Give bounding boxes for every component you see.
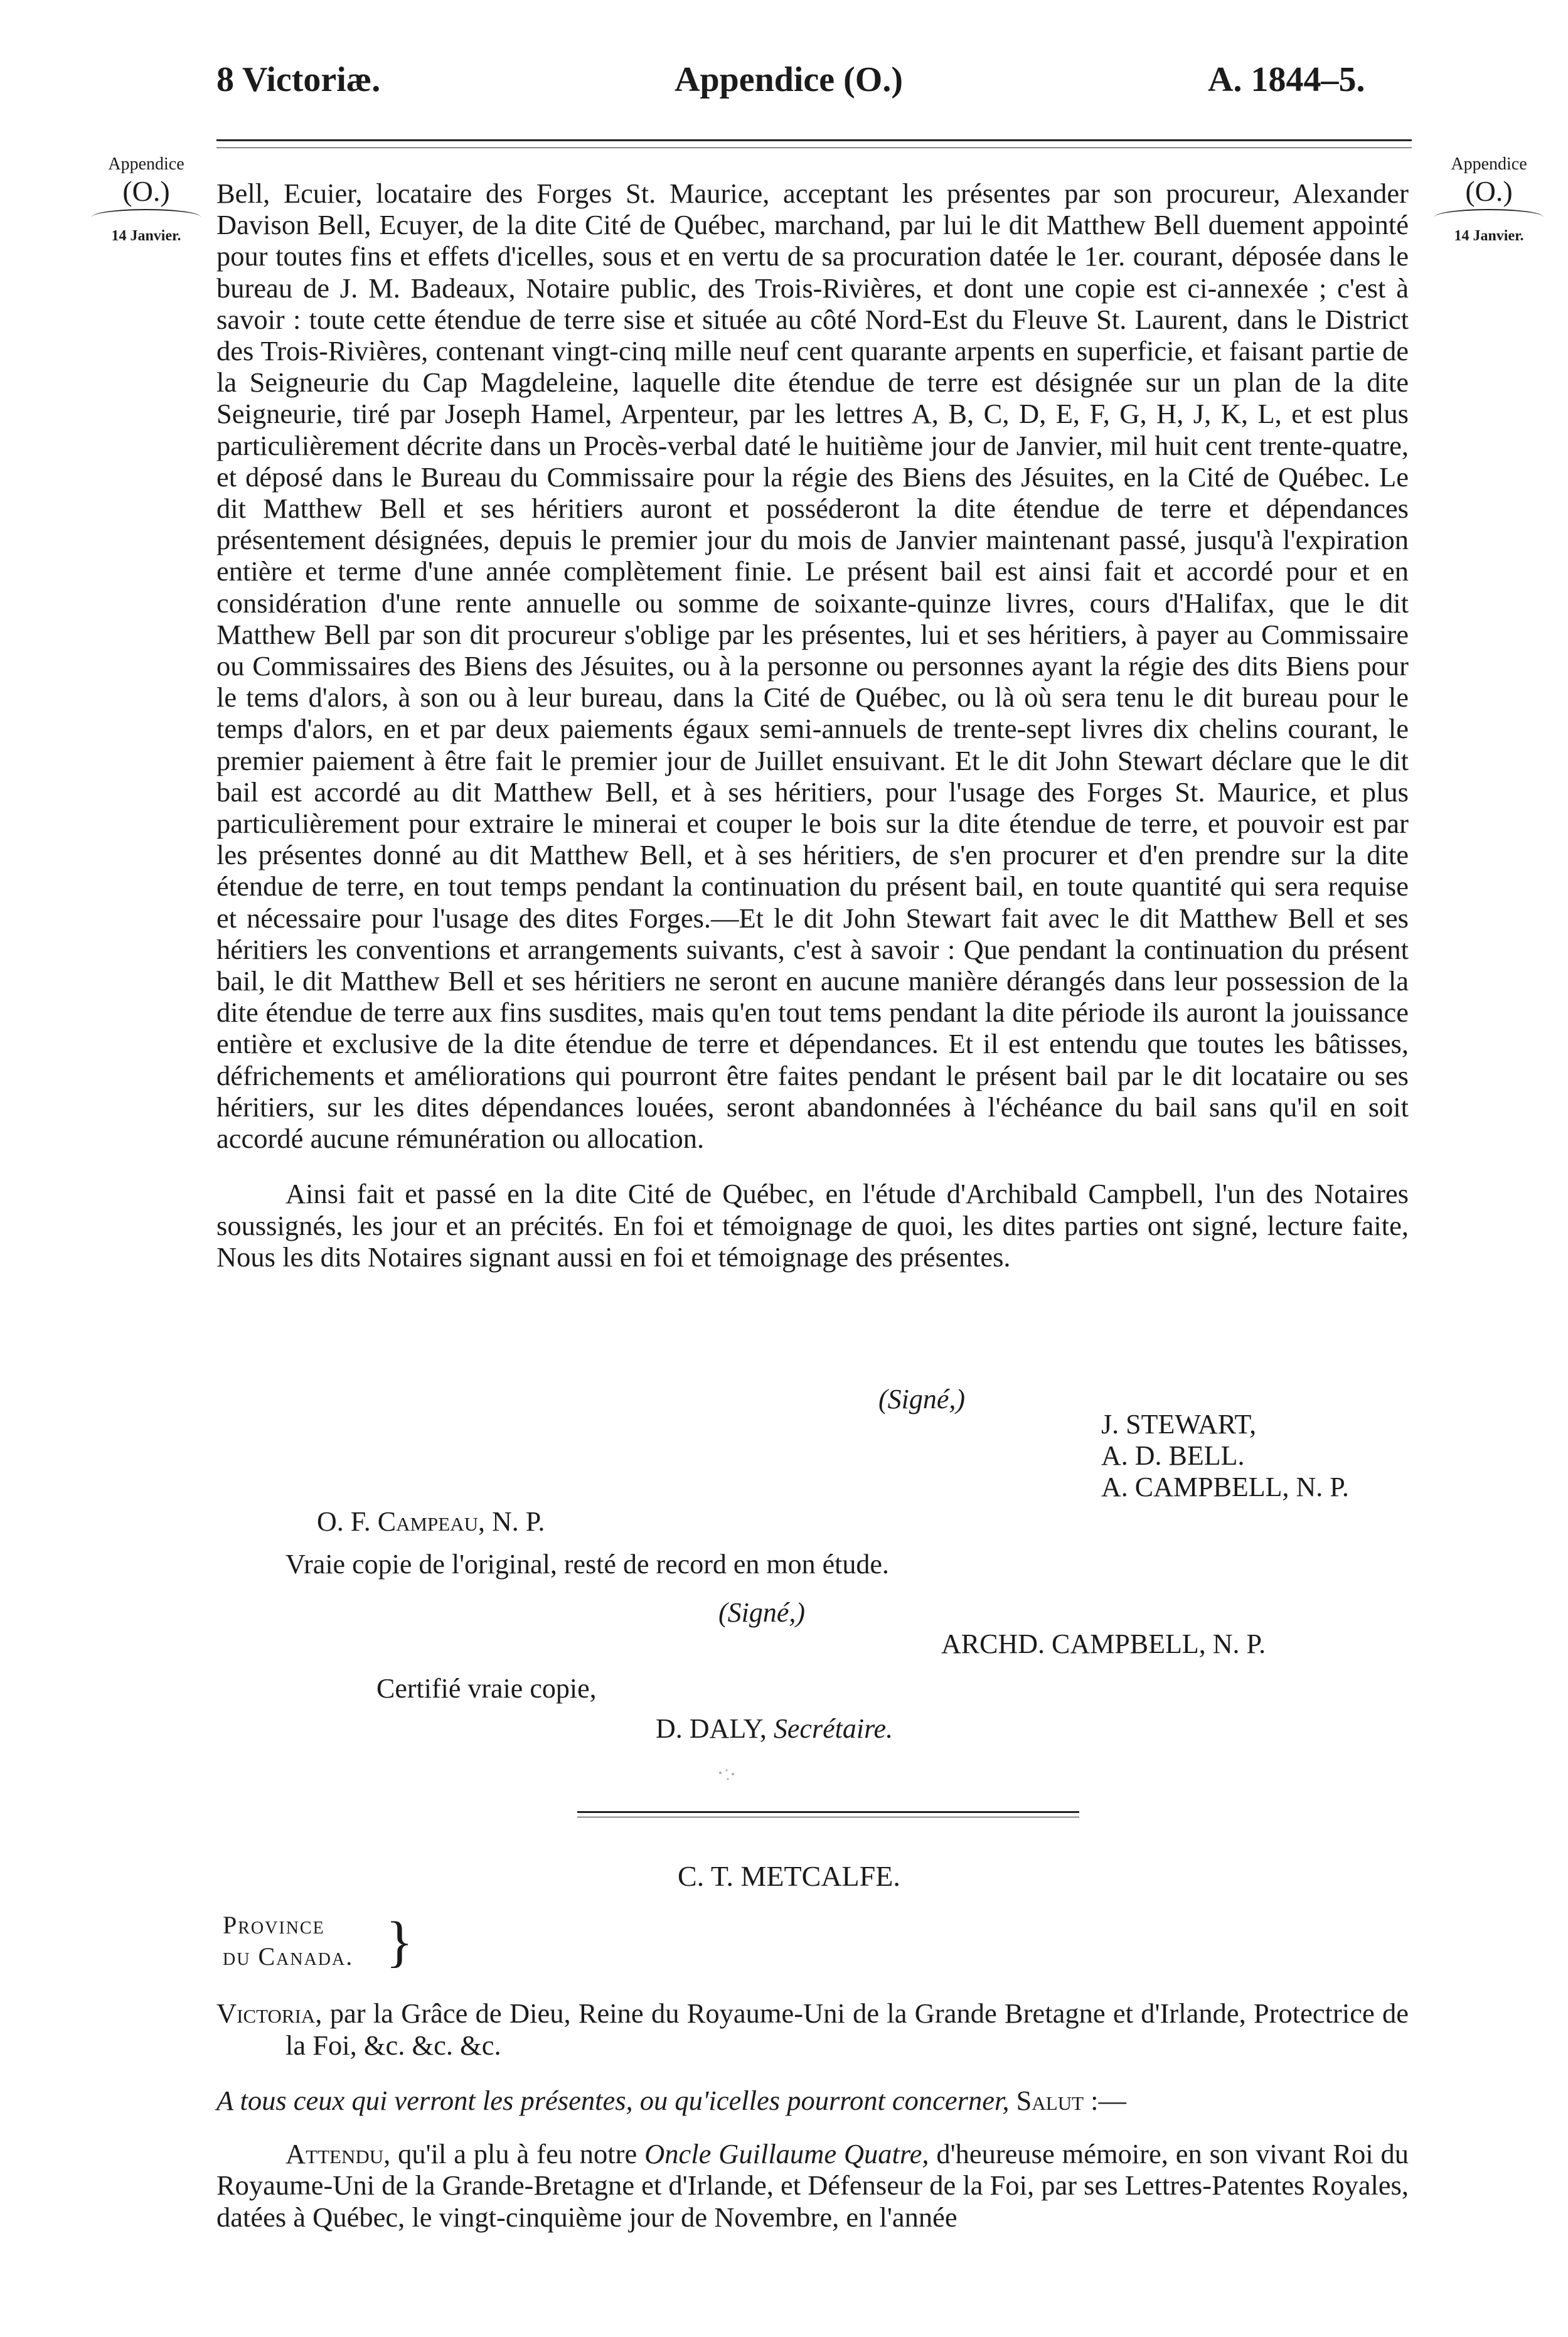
attendu-italic: Oncle Guillaume Quatre,	[644, 2137, 929, 2169]
province-line-2: du Canada.	[223, 1942, 354, 1971]
margin-note-left	[80, 154, 212, 247]
closing-paragraph: Ainsi fait et passé en la dite Cité de Québec, en l'étude d'Archibald Campbell, l'un des Notaires soussignés, les jour et an précités. En foi et témoignage de quoi, les dites parties ont signé, lecture faite, Nous les dits Notaires signant aussi en foi et témoignage des présentes.	[216, 1178, 1409, 1273]
margin-letter: (O.)	[1465, 175, 1513, 207]
ink-speck-mark	[715, 1767, 740, 1785]
margin-letter: (O.)	[122, 175, 170, 207]
true-copy-line: Vraie copie de l'original, resté de record en mon étude.	[285, 1549, 889, 1580]
signature-stewart: J. STEWART,	[1101, 1409, 1257, 1440]
greeting-salut: Salut :—	[1016, 2085, 1127, 2116]
margin-brace	[1434, 209, 1544, 225]
signature-archd-campbell: ARCHD. CAMPBELL, N. P.	[941, 1628, 1266, 1659]
header-rule	[216, 139, 1412, 148]
margin-date: 14 Janvier.	[1454, 228, 1524, 244]
running-head-center: Appendice (O.)	[675, 60, 903, 99]
section-divider-rule	[577, 1811, 1079, 1817]
province-brace: }	[386, 1911, 413, 1973]
province-block	[223, 1910, 353, 1972]
victoria-name: Victoria,	[216, 1997, 323, 2029]
governor-signature: C. T. METCALFE.	[678, 1860, 900, 1892]
running-head-left: 8 Victoriæ.	[216, 60, 381, 99]
margin-date: 14 Janvier.	[111, 228, 181, 244]
greeting-line	[216, 2085, 1409, 2117]
proclamation-text-block	[216, 1997, 1409, 2233]
margin-label: Appendice	[108, 154, 184, 174]
signature-campeau: O. F. Campeau, N. P.	[317, 1506, 545, 1537]
margin-brace	[92, 209, 201, 225]
certified-copy-line: Certifié vraie copie,	[376, 1673, 597, 1704]
victoria-paragraph	[216, 1997, 1409, 2061]
signature-campbell: A. CAMPBELL, N. P.	[1101, 1472, 1349, 1502]
running-head-right: A. 1844–5.	[1208, 60, 1365, 99]
attendu-pre: qu'il a plu à feu notre	[398, 2137, 637, 2169]
daly-name: D. DALY,	[656, 1713, 767, 1744]
margin-label: Appendice	[1451, 154, 1527, 174]
victoria-title: par la Grâce de Dieu, Reine du Royaume-Uni de la Grande Bretagne et d'Irlande, Protectrice de la Foi, &c. &c. &c.	[285, 1997, 1409, 2061]
lease-paragraph: Bell, Ecuier, locataire des Forges St. Maurice, acceptant les présentes par son procureur, Alexander Davison Bell, Ecuyer, de la dite Cité de Québec, marchand, par lui le dit Matthew Bell duement appointé pour toutes fins et effets d'icelles, sous et en vertu de sa procuration datée le 1er. courant, déposée dans le bureau de J. M. Badeaux, Notaire public, des Trois-Rivières, et dont une copie est ci-annexée ; c'est à savoir : toute cette étendue de terre sise et située au côté Nord-Est du Fleuve St. Laurent, dans le District des Trois-Rivières, contenant vingt-cinq mille neuf cent quarante arpents en superficie, et faisant partie de la Seigneurie du Cap Magdeleine, laquelle dite étendue de terre est désignée sur un plan de la dite Seigneurie, tiré par Joseph Hamel, Arpenteur, par les lettres A, B, C, D, E, F, G, H, J, K, L, et est plus particulièrement décrite dans un Procès-verbal daté le huitième jour de Janvier, mil huit cent trente-quatre, et déposé dans le Bureau du Commissaire pour la régie des Biens des Jésuites, en la Cité de Québec. Le dit Matthew Bell et ses héritiers auront et posséderont la dite étendue de terre et dépendances présentement désignées, depuis le premier jour du mois de Janvier maintenant passé, jusqu'à l'expiration entière et terme d'une année complètement finie. Le présent bail est ainsi fait et accordé pour et en considération d'une rente annuelle ou somme de soixante-quinze livres, cours d'Halifax, que le dit Matthew Bell par son dit procureur s'oblige par les présentes, lui et ses héritiers, à payer au Commissaire ou Commissaires des Biens des Jésuites, ou à la personne ou personnes ayant la régie des dits Biens pour le tems d'alors, à son ou à leur bureau, dans la Cité de Québec, ou là où sera tenu le dit bureau pour le temps d'alors, en et par deux paiements égaux semi-annuels de trente-sept livres dix chelins courant, le premier paiement à être fait le premier jour de Juillet ensuivant. Et le dit John Stewart déclare que le dit bail est accordé au dit Matthew Bell, et à ses héritiers, pour l'usage des Forges St. Maurice, et plus particulièrement pour extraire le minerai et couper le bois sur la dite étendue de terre, et pouvoir est par les présentes donné au dit Matthew Bell, et à ses héritiers, de s'en procurer et d'en prendre sur la dite étendue de terre, en tout temps pendant la continuation du présent bail, en toute quantité qui sera requise et nécessaire pour l'usage des dites Forges.—Et le dit John Stewart fait avec le dit Matthew Bell et ses héritiers les conventions et arrangements suivants, c'est à savoir : Que pendant la continuation du présent bail, le dit Matthew Bell et ses héritiers ne seront en aucune manière dérangés dans leur possession de la dite étendue de terre aux fins susdites, mais qu'en tout tems pendant la dite période ils auront la jouissance entière et exclusive de la dite étendue de terre et dépendances. Et il est entendu que toutes les bâtisses, défrichements et améliorations qui pourront être faites pendant le présent bail par le dit locataire ou ses héritiers, sur les dites dépendances louées, seront abandonnées à l'échéance du bail sans qu'il en soit accordé aucune rémunération ou allocation.	[216, 178, 1409, 1155]
attendu-word: Attendu,	[285, 2137, 391, 2169]
signed-note-1: (Signé,)	[878, 1384, 966, 1414]
margin-note-right	[1423, 154, 1555, 247]
signed-note-2: (Signé,)	[718, 1597, 806, 1628]
daly-title: Secrétaire.	[773, 1713, 893, 1744]
attendu-paragraph	[216, 2138, 1409, 2233]
greeting-italic: A tous ceux qui verront les présentes, ou qu'icelles pourront concerner,	[216, 2085, 1010, 2116]
signature-bell: A. D. BELL.	[1101, 1440, 1245, 1471]
province-line-1: Province	[223, 1911, 325, 1939]
signature-daly	[656, 1713, 893, 1745]
lease-text-block	[216, 178, 1409, 1273]
attendu-rest: d'heureuse mémoire, en son vivant Roi du Royaume-Uni de la Grande-Bretagne et d'Irlande, et Défenseur de la Foi, par ses Lettres-Patentes Royales, datées à Québec, le vingt-cinquième jour de Novembre, en l'année	[216, 2137, 1409, 2233]
